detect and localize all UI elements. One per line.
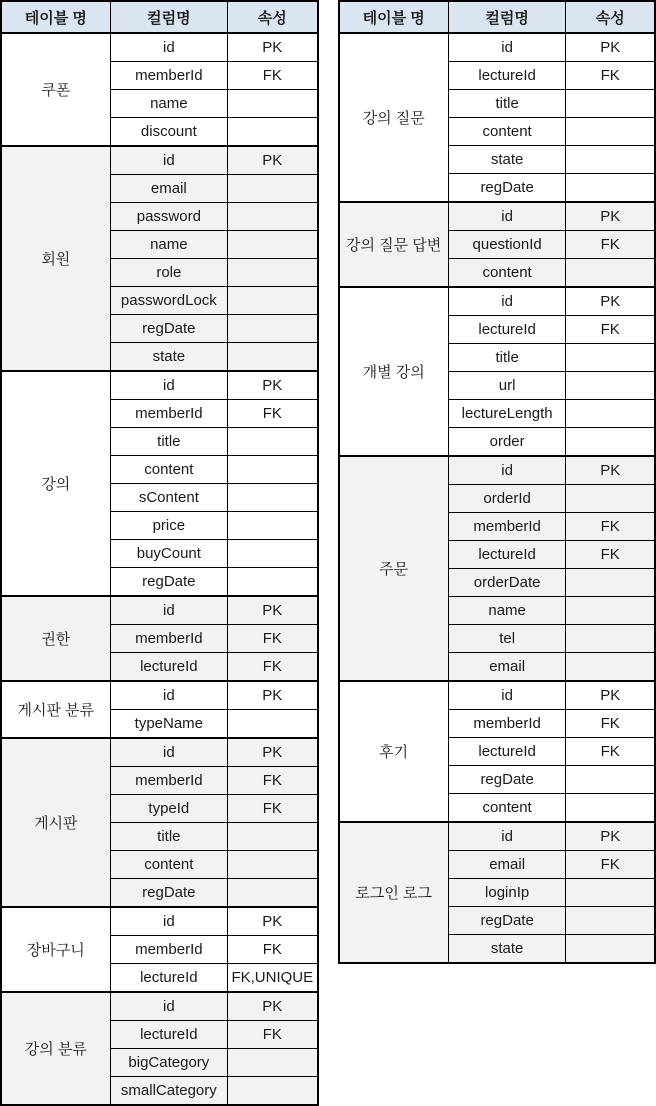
attribute-cell [566, 90, 655, 118]
attribute-cell [228, 456, 318, 484]
attribute-cell [228, 540, 318, 568]
attribute-cell: PK [228, 681, 318, 710]
attribute-cell: FK [566, 541, 655, 569]
column-name-cell: order [448, 428, 566, 457]
header-column-name: 컬럼명 [110, 1, 227, 33]
attribute-cell [228, 1049, 318, 1077]
attribute-cell [228, 484, 318, 512]
attribute-cell: PK [228, 738, 318, 767]
column-name-cell: id [448, 822, 566, 851]
column-name-cell: regDate [448, 766, 566, 794]
attribute-cell: PK [566, 33, 655, 62]
attribute-cell: FK [228, 795, 318, 823]
attribute-cell [566, 146, 655, 174]
attribute-cell: FK [228, 653, 318, 682]
column-name-cell: content [448, 259, 566, 288]
attribute-cell [228, 710, 318, 739]
column-name-cell: url [448, 372, 566, 400]
column-name-cell: typeId [110, 795, 227, 823]
column-name-cell: id [110, 596, 227, 625]
column-name-cell: memberId [110, 625, 227, 653]
attribute-cell [228, 203, 318, 231]
column-name-cell: lectureId [448, 738, 566, 766]
column-name-cell: name [448, 597, 566, 625]
column-name-cell: lectureId [110, 964, 227, 993]
column-name-cell: content [110, 851, 227, 879]
attribute-cell [566, 935, 655, 964]
column-name-cell: orderDate [448, 569, 566, 597]
table-name-cell: 게시판 분류 [1, 681, 110, 738]
table-row [1, 146, 318, 175]
attribute-cell [228, 231, 318, 259]
header-attribute: 속성 [228, 1, 318, 33]
schema-table-left [0, 0, 319, 1106]
table-name-cell: 로그인 로그 [339, 822, 449, 963]
column-name-cell: regDate [110, 315, 227, 343]
table-row [339, 822, 656, 851]
column-name-cell: lectureId [448, 62, 566, 90]
attribute-cell: PK [566, 822, 655, 851]
column-name-cell: bigCategory [110, 1049, 227, 1077]
column-name-cell: title [448, 90, 566, 118]
table-name-cell: 주문 [339, 456, 449, 681]
column-name-cell: regDate [448, 174, 566, 203]
attribute-cell [566, 428, 655, 457]
column-name-cell: id [448, 33, 566, 62]
column-name-cell: content [110, 456, 227, 484]
column-name-cell: state [448, 146, 566, 174]
column-name-cell: id [110, 33, 227, 62]
attribute-cell [228, 287, 318, 315]
table-name-cell: 게시판 [1, 738, 110, 907]
column-name-cell: id [110, 146, 227, 175]
header-attribute: 속성 [566, 1, 655, 33]
column-name-cell: id [110, 681, 227, 710]
column-name-cell: email [448, 653, 566, 682]
table-name-cell: 강의 [1, 371, 110, 596]
column-name-cell: id [448, 287, 566, 316]
column-name-cell: lectureId [110, 653, 227, 682]
table-row [1, 992, 318, 1021]
attribute-cell: PK [566, 681, 655, 710]
attribute-cell [566, 907, 655, 935]
attribute-cell [566, 174, 655, 203]
column-name-cell: loginIp [448, 879, 566, 907]
attribute-cell: PK [228, 146, 318, 175]
column-name-cell: lectureLength [448, 400, 566, 428]
attribute-cell [228, 315, 318, 343]
table-name-cell: 개별 강의 [339, 287, 449, 456]
attribute-cell: FK [566, 62, 655, 90]
attribute-cell [566, 597, 655, 625]
table-row [339, 202, 656, 231]
table-row [339, 287, 656, 316]
attribute-cell [566, 794, 655, 823]
attribute-cell: FK [566, 851, 655, 879]
attribute-cell: PK [228, 371, 318, 400]
column-name-cell: memberId [110, 62, 227, 90]
attribute-cell [228, 259, 318, 287]
attribute-cell [566, 485, 655, 513]
column-name-cell: id [110, 992, 227, 1021]
attribute-cell [228, 118, 318, 147]
header-row [1, 1, 318, 33]
column-name-cell: id [110, 907, 227, 936]
column-name-cell: id [448, 681, 566, 710]
column-name-cell: memberId [110, 767, 227, 795]
attribute-cell: FK [228, 62, 318, 90]
attribute-cell [566, 372, 655, 400]
attribute-cell [228, 90, 318, 118]
column-name-cell: orderId [448, 485, 566, 513]
column-name-cell: sContent [110, 484, 227, 512]
attribute-cell: FK [228, 1021, 318, 1049]
header-row [339, 1, 656, 33]
column-name-cell: memberId [110, 936, 227, 964]
column-name-cell: discount [110, 118, 227, 147]
attribute-cell [228, 512, 318, 540]
column-name-cell: typeName [110, 710, 227, 739]
attribute-cell: PK [228, 33, 318, 62]
column-name-cell: content [448, 118, 566, 146]
column-name-cell: regDate [110, 879, 227, 908]
column-name-cell: smallCategory [110, 1077, 227, 1106]
attribute-cell [228, 175, 318, 203]
attribute-cell [566, 259, 655, 288]
attribute-cell [228, 428, 318, 456]
column-name-cell: passwordLock [110, 287, 227, 315]
column-name-cell: memberId [110, 400, 227, 428]
table-row [1, 33, 318, 62]
table-name-cell: 장바구니 [1, 907, 110, 992]
attribute-cell [228, 1077, 318, 1106]
attribute-cell [228, 879, 318, 908]
attribute-cell: FK [566, 738, 655, 766]
table-row [1, 738, 318, 767]
column-name-cell: regDate [110, 568, 227, 597]
attribute-cell: FK [228, 400, 318, 428]
attribute-cell: PK [228, 907, 318, 936]
column-name-cell: name [110, 231, 227, 259]
column-name-cell: memberId [448, 513, 566, 541]
attribute-cell [566, 653, 655, 682]
table-name-cell: 쿠폰 [1, 33, 110, 146]
column-name-cell: id [110, 738, 227, 767]
header-column-name: 컬럼명 [448, 1, 566, 33]
attribute-cell [566, 118, 655, 146]
attribute-cell: FK [228, 625, 318, 653]
column-name-cell: buyCount [110, 540, 227, 568]
attribute-cell: PK [566, 202, 655, 231]
attribute-cell [566, 569, 655, 597]
column-name-cell: role [110, 259, 227, 287]
attribute-cell: FK [566, 710, 655, 738]
attribute-cell [228, 343, 318, 372]
column-name-cell: email [110, 175, 227, 203]
column-name-cell: lectureId [448, 316, 566, 344]
column-name-cell: memberId [448, 710, 566, 738]
column-name-cell: lectureId [110, 1021, 227, 1049]
attribute-cell: PK [566, 287, 655, 316]
table-name-cell: 강의 질문 [339, 33, 449, 202]
column-name-cell: id [448, 456, 566, 485]
column-name-cell: title [110, 823, 227, 851]
header-table-name: 테이블 명 [339, 1, 449, 33]
table-row [1, 681, 318, 710]
table-row [339, 33, 656, 62]
column-name-cell: id [448, 202, 566, 231]
attribute-cell: FK [566, 316, 655, 344]
attribute-cell: FK,UNIQUE [228, 964, 318, 993]
column-name-cell: lectureId [448, 541, 566, 569]
attribute-cell: FK [566, 513, 655, 541]
column-name-cell: title [448, 344, 566, 372]
attribute-cell: PK [566, 456, 655, 485]
attribute-cell [566, 400, 655, 428]
table-name-cell: 강의 질문 답변 [339, 202, 449, 287]
table-name-cell: 회원 [1, 146, 110, 371]
table-name-cell: 권한 [1, 596, 110, 681]
table-name-cell: 강의 분류 [1, 992, 110, 1105]
attribute-cell: PK [228, 992, 318, 1021]
schema-table-right [338, 0, 656, 964]
attribute-cell [228, 851, 318, 879]
attribute-cell [228, 823, 318, 851]
table-row [339, 456, 656, 485]
attribute-cell [566, 879, 655, 907]
table-row [1, 596, 318, 625]
table-name-cell: 후기 [339, 681, 449, 822]
column-name-cell: title [110, 428, 227, 456]
table-row [1, 371, 318, 400]
attribute-cell [566, 625, 655, 653]
column-name-cell: questionId [448, 231, 566, 259]
attribute-cell [228, 568, 318, 597]
header-table-name: 테이블 명 [1, 1, 110, 33]
column-name-cell: state [110, 343, 227, 372]
attribute-cell: FK [228, 936, 318, 964]
column-name-cell: name [110, 90, 227, 118]
column-name-cell: email [448, 851, 566, 879]
attribute-cell: FK [228, 767, 318, 795]
column-name-cell: regDate [448, 907, 566, 935]
column-name-cell: state [448, 935, 566, 964]
table-row [339, 681, 656, 710]
attribute-cell: PK [228, 596, 318, 625]
column-name-cell: price [110, 512, 227, 540]
table-row [1, 907, 318, 936]
column-name-cell: password [110, 203, 227, 231]
column-name-cell: content [448, 794, 566, 823]
attribute-cell: FK [566, 231, 655, 259]
column-name-cell: id [110, 371, 227, 400]
attribute-cell [566, 344, 655, 372]
column-name-cell: tel [448, 625, 566, 653]
attribute-cell [566, 766, 655, 794]
